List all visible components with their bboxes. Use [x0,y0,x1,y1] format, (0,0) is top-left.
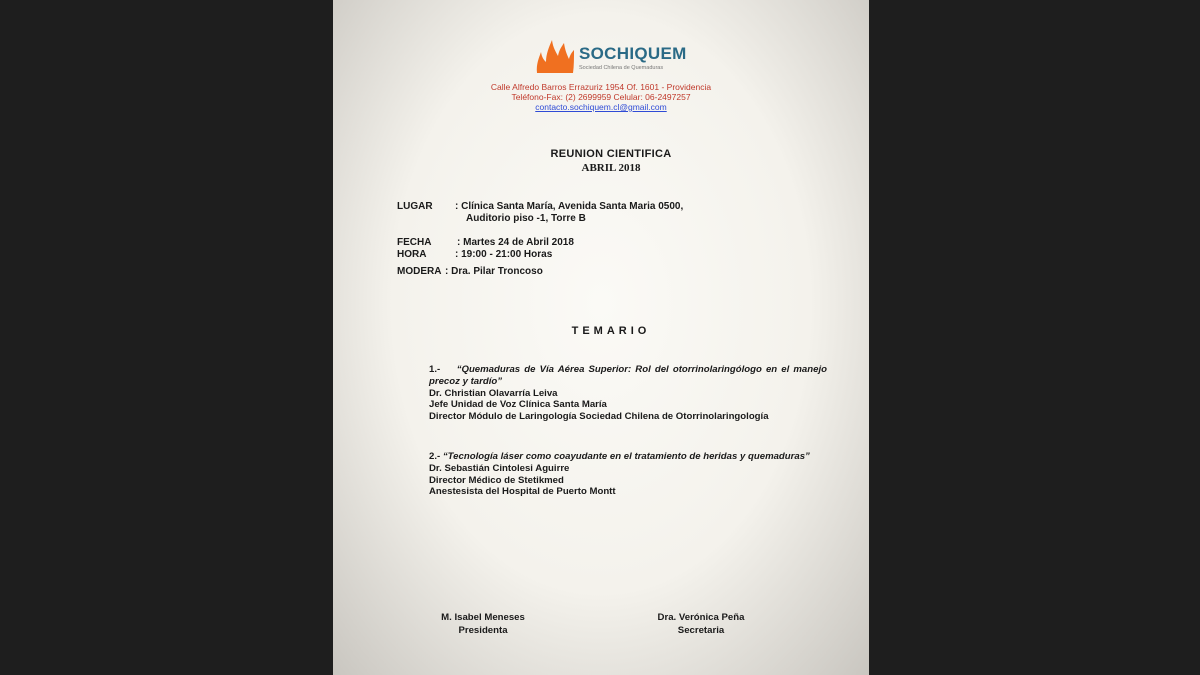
lugar-value: : Clínica Santa María, Avenida Santa Maria 0500, [455,201,684,212]
signature-title: Secretaria [677,625,725,636]
email-line [333,102,869,112]
signature-block [393,611,573,637]
fecha-label: FECHA [397,237,432,248]
topic-text [429,451,827,463]
item-role: Director Módulo de Laringología Sociedad Chilena de Otorrinolaringología [429,411,769,423]
logo-name: SOCHIQUEM [579,44,687,63]
temario-heading: TEMARIO [571,325,651,337]
topic-text [429,364,827,388]
logo-subtitle: Sociedad Chilena de Quemaduras [579,65,664,71]
item-topic: “Tecnología láser como coayudante en el tratamiento de heridas y quemaduras” [442,451,810,462]
item-number: 2.- [429,451,441,462]
lugar-label: LUGAR [397,201,433,212]
flame-logo-icon [535,38,575,74]
document-subtitle: ABRIL 2018 [581,162,641,174]
hora-label: HORA [397,249,427,260]
modera-value: : Dra. Pilar Troncoso [445,266,543,277]
temario-item [429,451,827,498]
hora-value: : 19:00 - 21:00 Horas [455,249,553,260]
item-role: Jefe Unidad de Voz Clínica Santa María [429,399,607,411]
signature-name: Dra. Verónica Peña [657,612,745,623]
email-link[interactable]: contacto.sochiquem.cl@gmail.com [535,102,667,112]
document-title: REUNION CIENTIFICA [550,148,672,160]
item-number: 1.- [429,364,441,375]
fecha-value: : Martes 24 de Abril 2018 [457,237,574,248]
document-page [333,0,869,675]
item-topic: “Quemaduras de Vía Aérea Superior: Rol del otorrinolaringólogo en el manejo precoz y tardío” [429,364,827,387]
item-speaker: Dr. Sebastián Cintolesi Aguirre [429,462,570,474]
address-line-1: Calle Alfredo Barros Errazuriz 1954 Of. 1601 - Providencia [490,82,712,92]
signature-title: Presidenta [458,625,508,636]
item-role: Director Médico de Stetikmed [429,474,564,486]
item-speaker: Dr. Christian Olavarría Leiva [429,387,558,399]
signature-name: M. Isabel Meneses [441,612,525,623]
signature-block [611,611,791,637]
lugar-value-2: Auditorio piso -1, Torre B [466,213,586,224]
modera-label: MODERA [397,266,442,277]
temario-item [429,364,827,423]
address-line-2: Teléfono-Fax: (2) 2699959 Celular: 06-2497257 [511,92,691,102]
item-role: Anestesista del Hospital de Puerto Montt [429,486,616,498]
